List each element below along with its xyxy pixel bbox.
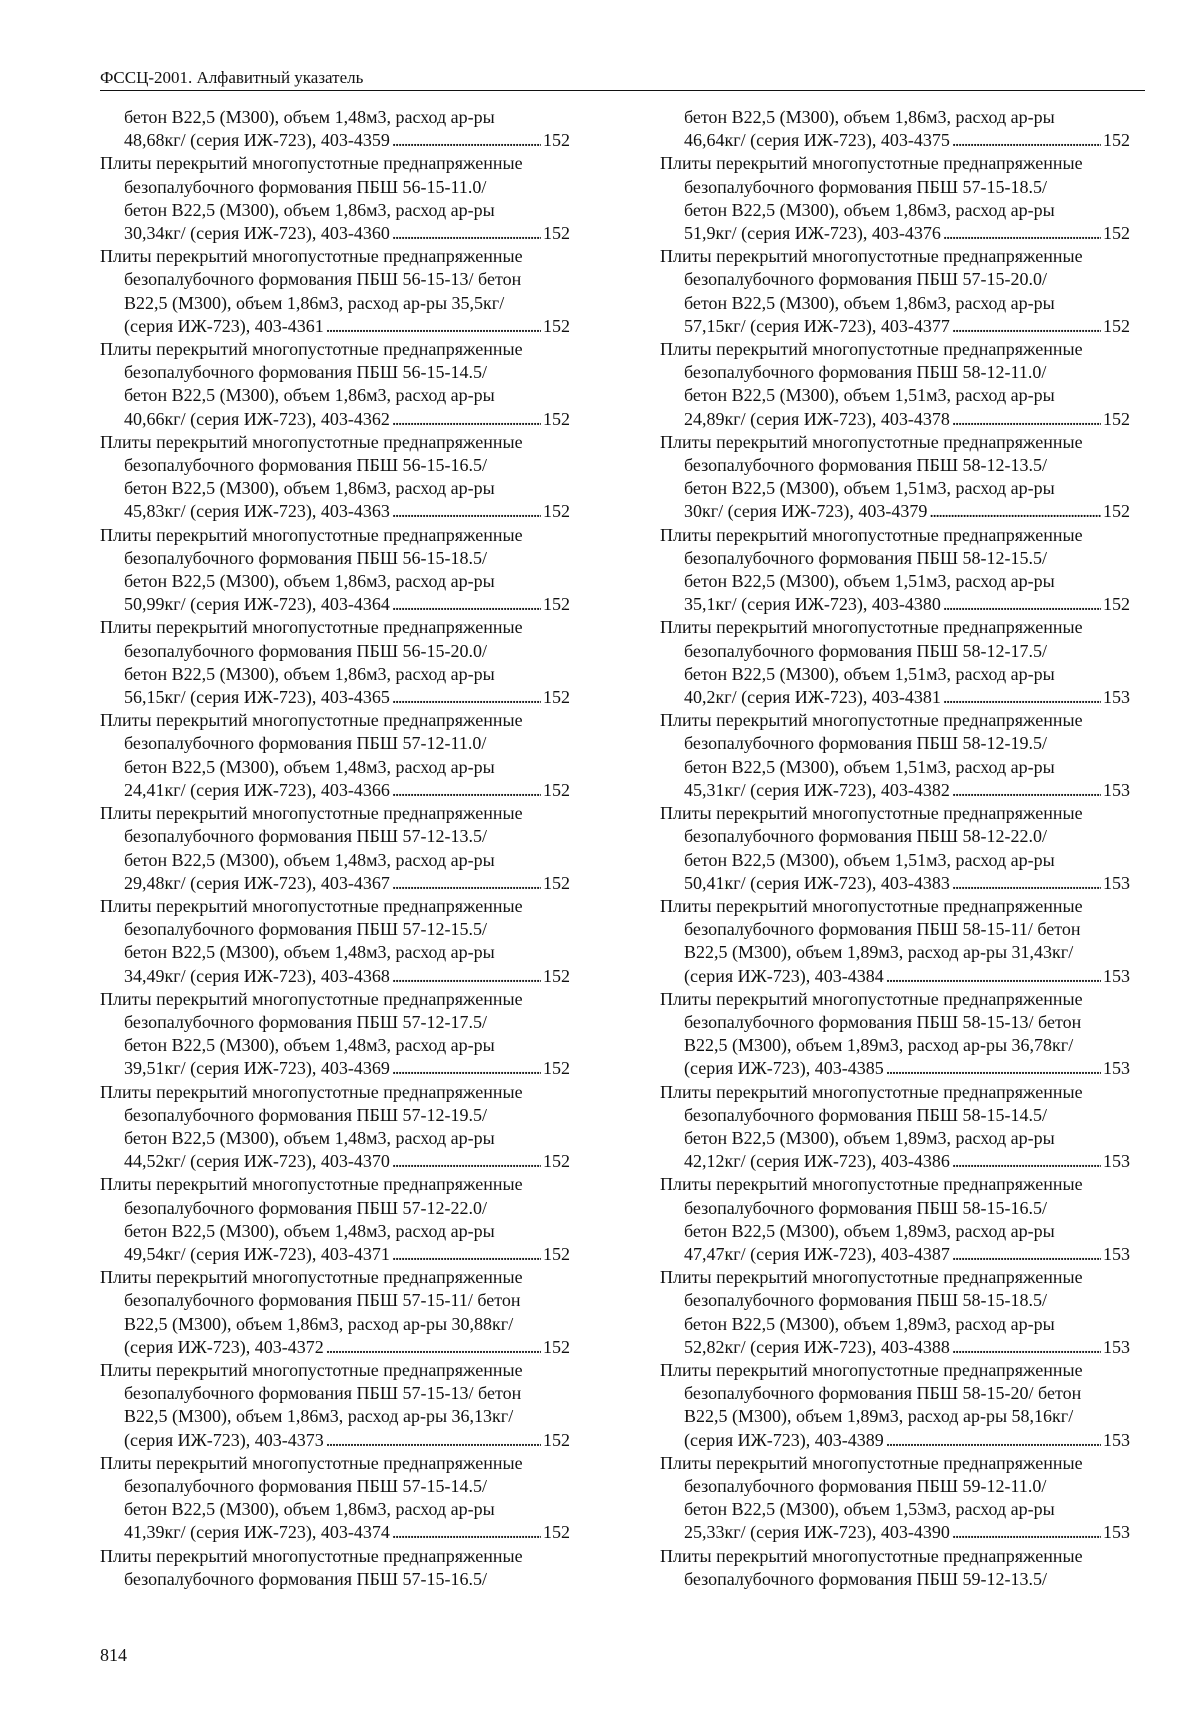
entry-line — [100, 500, 570, 523]
index-entry — [660, 616, 1130, 709]
entry-line — [660, 315, 1130, 338]
entry-line — [660, 1150, 1130, 1173]
dot-leader — [392, 1057, 541, 1080]
entry-line: безопалубочного формования ПБШ 57-12-13.5/ — [124, 826, 488, 847]
index-column-left — [100, 106, 570, 1591]
entry-line: безопалубочного формования ПБШ 58-15-14.5/ — [684, 1104, 1048, 1125]
entry-page-ref: 152 — [543, 1243, 570, 1264]
entry-line — [660, 500, 1130, 523]
index-column-right — [660, 106, 1130, 1591]
index-entry — [660, 1545, 1130, 1591]
entry-line: безопалубочного формования ПБШ 56-15-20.0/ — [124, 640, 488, 661]
entry-page-ref: 153 — [1103, 1243, 1130, 1264]
entry-line-text: 40,2кг/ (серия ИЖ-723), 403-4381 — [684, 687, 941, 708]
entry-page-ref: 153 — [1103, 1429, 1130, 1450]
entry-line: Плиты перекрытий многопустотные преднапряженные — [100, 524, 523, 545]
entry-line: Плиты перекрытий многопустотные преднапряженные — [100, 1174, 523, 1195]
entry-line: безопалубочного формования ПБШ 58-12-17.5/ — [684, 640, 1048, 661]
index-entry — [100, 1266, 570, 1359]
index-entry — [100, 616, 570, 709]
entry-line — [100, 1057, 570, 1080]
entry-line-text: (серия ИЖ-723), 403-4373 — [124, 1429, 324, 1450]
entry-line: Плиты перекрытий многопустотные преднапряженные — [100, 1267, 523, 1288]
index-entry — [660, 1359, 1130, 1452]
entry-line: безопалубочного формования ПБШ 58-15-11/ бетон — [684, 919, 1081, 940]
entry-line: бетон В22,5 (М300), объем 1,86м3, расход ар-ры — [684, 292, 1055, 313]
entry-line — [660, 872, 1130, 895]
entry-line: безопалубочного формования ПБШ 58-15-13/ бетон — [684, 1011, 1082, 1032]
entry-page-ref: 152 — [543, 965, 570, 986]
entry-line: Плиты перекрытий многопустотные преднапряженные — [660, 803, 1083, 824]
header-title: ФССЦ-2001. Алфавитный указатель — [100, 68, 364, 87]
dot-leader — [392, 1243, 541, 1266]
index-entry — [100, 1545, 570, 1591]
entry-line-text: 48,68кг/ (серия ИЖ-723), 403-4359 — [124, 130, 390, 151]
entry-line: В22,5 (М300), объем 1,86м3, расход ар-ры 35,5кг/ — [124, 292, 505, 313]
entry-page-ref: 153 — [1103, 1336, 1130, 1357]
entry-page-ref: 152 — [543, 408, 570, 429]
entry-line-text: 47,47кг/ (серия ИЖ-723), 403-4387 — [684, 1243, 950, 1264]
entry-line: безопалубочного формования ПБШ 58-15-18.5/ — [684, 1290, 1048, 1311]
dot-leader — [952, 1521, 1101, 1544]
dot-leader — [952, 1150, 1101, 1173]
dot-leader — [952, 1243, 1101, 1266]
entry-line-text: 44,52кг/ (серия ИЖ-723), 403-4370 — [124, 1151, 390, 1172]
entry-line — [100, 1243, 570, 1266]
entry-line: безопалубочного формования ПБШ 57-12-11.0/ — [124, 733, 487, 754]
entry-line: Плиты перекрытий многопустотные преднапряженные — [100, 153, 523, 174]
entry-line-text: 30,34кг/ (серия ИЖ-723), 403-4360 — [124, 223, 390, 244]
dot-leader — [326, 1429, 541, 1452]
index-entry — [100, 802, 570, 895]
entry-line — [660, 222, 1130, 245]
dot-leader — [392, 129, 541, 152]
dot-leader — [952, 1336, 1101, 1359]
entry-line: Плиты перекрытий многопустотные преднапряженные — [660, 246, 1083, 267]
dot-leader — [886, 1057, 1101, 1080]
entry-page-ref: 152 — [543, 1429, 570, 1450]
entry-line-text: 29,48кг/ (серия ИЖ-723), 403-4367 — [124, 872, 390, 893]
entry-line: безопалубочного формования ПБШ 56-15-14.5/ — [124, 362, 488, 383]
entry-line-text: 51,9кг/ (серия ИЖ-723), 403-4376 — [684, 223, 941, 244]
dot-leader — [392, 686, 541, 709]
index-entry — [660, 802, 1130, 895]
entry-page-ref: 152 — [1103, 223, 1130, 244]
entry-line: Плиты перекрытий многопустотные преднапряженные — [100, 1452, 523, 1473]
index-entry — [660, 1452, 1130, 1545]
entry-line — [100, 593, 570, 616]
entry-line: безопалубочного формования ПБШ 57-12-22.0/ — [124, 1197, 488, 1218]
index-entry — [660, 245, 1130, 338]
entry-line: бетон В22,5 (М300), объем 1,51м3, расход ар-ры — [684, 571, 1055, 592]
index-entry — [660, 988, 1130, 1081]
index-entry — [100, 106, 570, 152]
entry-page-ref: 153 — [1103, 687, 1130, 708]
dot-leader — [392, 965, 541, 988]
entry-page-ref: 152 — [543, 501, 570, 522]
entry-line: безопалубочного формования ПБШ 59-12-11.0/ — [684, 1475, 1047, 1496]
entry-page-ref: 153 — [1103, 1058, 1130, 1079]
entry-line: безопалубочного формования ПБШ 56-15-16.5/ — [124, 455, 488, 476]
entry-line: бетон В22,5 (М300), объем 1,86м3, расход ар-ры — [124, 571, 495, 592]
index-entry — [100, 895, 570, 988]
entry-page-ref: 152 — [543, 1151, 570, 1172]
index-entry — [100, 988, 570, 1081]
entry-line: Плиты перекрытий многопустотные преднапряженные — [100, 895, 523, 916]
dot-leader — [952, 872, 1101, 895]
entry-line: Плиты перекрытий многопустотные преднапряженные — [660, 339, 1083, 360]
entry-line: бетон В22,5 (М300), объем 1,86м3, расход ар-ры — [124, 385, 495, 406]
entry-line: бетон В22,5 (М300), объем 1,86м3, расход ар-ры — [124, 478, 495, 499]
entry-page-ref: 152 — [543, 1522, 570, 1543]
dot-leader — [392, 593, 541, 616]
index-entry — [100, 1452, 570, 1545]
entry-line: Плиты перекрытий многопустотные преднапряженные — [100, 617, 523, 638]
entry-line — [660, 1057, 1130, 1080]
entry-page-ref: 152 — [543, 1336, 570, 1357]
entry-line-text: 34,49кг/ (серия ИЖ-723), 403-4368 — [124, 965, 390, 986]
entry-line-text: 52,82кг/ (серия ИЖ-723), 403-4388 — [684, 1336, 950, 1357]
entry-line-text: 50,99кг/ (серия ИЖ-723), 403-4364 — [124, 594, 390, 615]
index-entry — [660, 106, 1130, 152]
entry-line: безопалубочного формования ПБШ 57-12-19.5/ — [124, 1104, 488, 1125]
entry-line: безопалубочного формования ПБШ 56-15-11.0/ — [124, 176, 487, 197]
entry-line: Плиты перекрытий многопустотные преднапряженные — [100, 339, 523, 360]
entry-line: Плиты перекрытий многопустотные преднапряженные — [660, 988, 1083, 1009]
entry-page-ref: 152 — [543, 223, 570, 244]
entry-line: безопалубочного формования ПБШ 58-15-16.5/ — [684, 1197, 1048, 1218]
entry-line: В22,5 (М300), объем 1,86м3, расход ар-ры 36,13кг/ — [124, 1406, 514, 1427]
dot-leader — [886, 965, 1101, 988]
entry-line: бетон В22,5 (М300), объем 1,48м3, расход ар-ры — [124, 1220, 495, 1241]
entry-line: бетон В22,5 (М300), объем 1,51м3, расход ар-ры — [684, 478, 1055, 499]
entry-line-text: 30кг/ (серия ИЖ-723), 403-4379 — [684, 501, 928, 522]
entry-line-text: 42,12кг/ (серия ИЖ-723), 403-4386 — [684, 1151, 950, 1172]
entry-line-text: 56,15кг/ (серия ИЖ-723), 403-4365 — [124, 687, 390, 708]
entry-line: Плиты перекрытий многопустотные преднапряженные — [660, 431, 1083, 452]
entry-line — [660, 129, 1130, 152]
dot-leader — [952, 779, 1101, 802]
entry-line: бетон В22,5 (М300), объем 1,86м3, расход ар-ры — [124, 663, 495, 684]
entry-page-ref: 152 — [543, 1058, 570, 1079]
dot-leader — [929, 500, 1101, 523]
entry-line: В22,5 (М300), объем 1,89м3, расход ар-ры 58,16кг/ — [684, 1406, 1074, 1427]
entry-line: безопалубочного формования ПБШ 57-15-11/ бетон — [124, 1290, 521, 1311]
index-entry — [660, 152, 1130, 245]
dot-leader — [326, 1336, 541, 1359]
entry-line: Плиты перекрытий многопустотные преднапряженные — [660, 617, 1083, 638]
entry-line: безопалубочного формования ПБШ 57-15-13/ бетон — [124, 1383, 522, 1404]
dot-leader — [392, 1150, 541, 1173]
entry-line-text: 40,66кг/ (серия ИЖ-723), 403-4362 — [124, 408, 390, 429]
entry-page-ref: 152 — [543, 872, 570, 893]
entry-line-text: 49,54кг/ (серия ИЖ-723), 403-4371 — [124, 1243, 390, 1264]
entry-line: бетон В22,5 (М300), объем 1,48м3, расход ар-ры — [124, 1127, 495, 1148]
index-entry — [660, 431, 1130, 524]
entry-page-ref: 153 — [1103, 779, 1130, 800]
entry-line: бетон В22,5 (М300), объем 1,51м3, расход ар-ры — [684, 385, 1055, 406]
entry-line: бетон В22,5 (М300), объем 1,51м3, расход ар-ры — [684, 849, 1055, 870]
entry-line-text: 45,31кг/ (серия ИЖ-723), 403-4382 — [684, 779, 950, 800]
index-entry — [100, 524, 570, 617]
entry-line: безопалубочного формования ПБШ 58-12-19.5/ — [684, 733, 1048, 754]
entry-line — [100, 965, 570, 988]
entry-line: бетон В22,5 (М300), объем 1,86м3, расход ар-ры — [124, 199, 495, 220]
entry-line: бетон В22,5 (М300), объем 1,51м3, расход ар-ры — [684, 756, 1055, 777]
entry-line: Плиты перекрытий многопустотные преднапряженные — [660, 153, 1083, 174]
entry-line-text: 57,15кг/ (серия ИЖ-723), 403-4377 — [684, 315, 950, 336]
entry-line: безопалубочного формования ПБШ 58-12-15.5/ — [684, 547, 1048, 568]
entry-line: бетон В22,5 (М300), объем 1,48м3, расход ар-ры — [124, 1035, 495, 1056]
dot-leader — [326, 315, 541, 338]
dot-leader — [392, 872, 541, 895]
entry-line: Плиты перекрытий многопустотные преднапряженные — [660, 710, 1083, 731]
index-entry — [660, 1081, 1130, 1174]
dot-leader — [392, 222, 541, 245]
entry-line — [100, 779, 570, 802]
index-entry — [660, 338, 1130, 431]
running-header — [100, 68, 1145, 91]
entry-page-ref: 152 — [1103, 315, 1130, 336]
entry-line — [100, 129, 570, 152]
dot-leader — [943, 222, 1101, 245]
entry-line — [660, 779, 1130, 802]
dot-leader — [886, 1429, 1101, 1452]
entry-line-text: (серия ИЖ-723), 403-4372 — [124, 1336, 324, 1357]
index-entry — [100, 1081, 570, 1174]
entry-line-text: (серия ИЖ-723), 403-4384 — [684, 965, 884, 986]
entry-line: безопалубочного формования ПБШ 58-12-11.0/ — [684, 362, 1047, 383]
entry-page-ref: 153 — [1103, 965, 1130, 986]
dot-leader — [392, 1521, 541, 1544]
entry-page-ref: 152 — [543, 130, 570, 151]
entry-line: Плиты перекрытий многопустотные преднапряженные — [660, 1081, 1083, 1102]
entry-line — [100, 1336, 570, 1359]
dot-leader — [952, 315, 1101, 338]
entry-line-text: 50,41кг/ (серия ИЖ-723), 403-4383 — [684, 872, 950, 893]
entry-line — [100, 408, 570, 431]
entry-line: Плиты перекрытий многопустотные преднапряженные — [660, 1174, 1083, 1195]
entry-line-text: 45,83кг/ (серия ИЖ-723), 403-4363 — [124, 501, 390, 522]
entry-line: В22,5 (М300), объем 1,86м3, расход ар-ры 30,88кг/ — [124, 1313, 514, 1334]
entry-line: Плиты перекрытий многопустотные преднапряженные — [100, 1545, 523, 1566]
index-entry — [660, 1173, 1130, 1266]
entry-line: Плиты перекрытий многопустотные преднапряженные — [660, 524, 1083, 545]
entry-page-ref: 153 — [1103, 1151, 1130, 1172]
entry-line: В22,5 (М300), объем 1,89м3, расход ар-ры 36,78кг/ — [684, 1035, 1074, 1056]
entry-line — [100, 315, 570, 338]
page-number: 814 — [100, 1645, 127, 1665]
entry-line: Плиты перекрытий многопустотные преднапряженные — [100, 988, 523, 1009]
dot-leader — [952, 129, 1101, 152]
entry-line: безопалубочного формования ПБШ 59-12-13.5/ — [684, 1568, 1048, 1589]
dot-leader — [943, 686, 1101, 709]
index-entry — [100, 431, 570, 524]
entry-line: Плиты перекрытий многопустотные преднапряженные — [100, 1081, 523, 1102]
entry-page-ref: 152 — [543, 779, 570, 800]
index-entry — [660, 895, 1130, 988]
entry-line-text: (серия ИЖ-723), 403-4361 — [124, 315, 324, 336]
entry-line — [660, 593, 1130, 616]
entry-line — [100, 222, 570, 245]
entry-line — [100, 686, 570, 709]
entry-line-text: (серия ИЖ-723), 403-4389 — [684, 1429, 884, 1450]
entry-line: Плиты перекрытий многопустотные преднапряженные — [100, 431, 523, 452]
entry-line: безопалубочного формования ПБШ 58-15-20/ бетон — [684, 1383, 1082, 1404]
entry-line: безопалубочного формования ПБШ 57-15-20.0/ — [684, 269, 1048, 290]
index-entry — [660, 1266, 1130, 1359]
entry-line: безопалубочного формования ПБШ 57-15-16.5/ — [124, 1568, 488, 1589]
entry-line: Плиты перекрытий многопустотные преднапряженные — [660, 1359, 1083, 1380]
entry-line — [100, 1429, 570, 1452]
entry-line: Плиты перекрытий многопустотные преднапряженные — [660, 1545, 1083, 1566]
entry-line: безопалубочного формования ПБШ 57-15-14.5/ — [124, 1475, 488, 1496]
entry-line-text: 24,41кг/ (серия ИЖ-723), 403-4366 — [124, 779, 390, 800]
entry-line: бетон В22,5 (М300), объем 1,48м3, расход ар-ры — [124, 942, 495, 963]
entry-line: бетон В22,5 (М300), объем 1,89м3, расход ар-ры — [684, 1127, 1055, 1148]
index-entry — [100, 1173, 570, 1266]
entry-page-ref: 152 — [543, 315, 570, 336]
entry-line: Плиты перекрытий многопустотные преднапряженные — [660, 1267, 1083, 1288]
entry-line — [100, 872, 570, 895]
index-entry — [100, 152, 570, 245]
entry-line-text: 46,64кг/ (серия ИЖ-723), 403-4375 — [684, 130, 950, 151]
entry-line — [660, 1336, 1130, 1359]
dot-leader — [392, 779, 541, 802]
index-entry — [660, 709, 1130, 802]
entry-line — [100, 1150, 570, 1173]
entry-line: Плиты перекрытий многопустотные преднапряженные — [100, 710, 523, 731]
entry-line: безопалубочного формования ПБШ 57-12-15.5/ — [124, 919, 488, 940]
index-entry — [100, 338, 570, 431]
entry-line: бетон В22,5 (М300), объем 1,53м3, расход ар-ры — [684, 1499, 1055, 1520]
dot-leader — [952, 408, 1101, 431]
entry-line: Плиты перекрытий многопустотные преднапряженные — [100, 246, 523, 267]
entry-page-ref: 152 — [1103, 594, 1130, 615]
entry-line: безопалубочного формования ПБШ 57-15-18.5/ — [684, 176, 1048, 197]
entry-line: Плиты перекрытий многопустотные преднапряженные — [100, 803, 523, 824]
entry-line-text: 39,51кг/ (серия ИЖ-723), 403-4369 — [124, 1058, 390, 1079]
entry-line-text: 24,89кг/ (серия ИЖ-723), 403-4378 — [684, 408, 950, 429]
entry-page-ref: 153 — [1103, 1522, 1130, 1543]
entry-line: безопалубочного формования ПБШ 56-15-13/ бетон — [124, 269, 522, 290]
entry-line: В22,5 (М300), объем 1,89м3, расход ар-ры 31,43кг/ — [684, 942, 1074, 963]
entry-page-ref: 152 — [1103, 408, 1130, 429]
entry-page-ref: 153 — [1103, 872, 1130, 893]
entry-line: бетон В22,5 (М300), объем 1,89м3, расход ар-ры — [684, 1313, 1055, 1334]
dot-leader — [943, 593, 1101, 616]
entry-line — [660, 686, 1130, 709]
entry-line-text: 35,1кг/ (серия ИЖ-723), 403-4380 — [684, 594, 941, 615]
entry-line-text: 41,39кг/ (серия ИЖ-723), 403-4374 — [124, 1522, 390, 1543]
entry-line — [660, 965, 1130, 988]
entry-page-ref: 152 — [1103, 501, 1130, 522]
entry-line: бетон В22,5 (М300), объем 1,48м3, расход ар-ры — [124, 756, 495, 777]
entry-line: бетон В22,5 (М300), объем 1,86м3, расход ар-ры — [684, 107, 1055, 127]
entry-line: Плиты перекрытий многопустотные преднапряженные — [100, 1359, 523, 1380]
entry-line — [660, 1243, 1130, 1266]
entry-line: бетон В22,5 (М300), объем 1,89м3, расход ар-ры — [684, 1220, 1055, 1241]
entry-line — [660, 408, 1130, 431]
entry-line: безопалубочного формования ПБШ 58-12-22.0/ — [684, 826, 1048, 847]
entry-line: бетон В22,5 (М300), объем 1,86м3, расход ар-ры — [124, 1499, 495, 1520]
entry-line: бетон В22,5 (М300), объем 1,86м3, расход ар-ры — [684, 199, 1055, 220]
entry-line: безопалубочного формования ПБШ 56-15-18.5/ — [124, 547, 488, 568]
entry-line: Плиты перекрытий многопустотные преднапряженные — [660, 895, 1083, 916]
index-entry — [100, 709, 570, 802]
entry-page-ref: 152 — [543, 687, 570, 708]
dot-leader — [392, 408, 541, 431]
entry-line-text: (серия ИЖ-723), 403-4385 — [684, 1058, 884, 1079]
entry-line: безопалубочного формования ПБШ 58-12-13.5/ — [684, 455, 1048, 476]
entry-line: безопалубочного формования ПБШ 57-12-17.5/ — [124, 1011, 488, 1032]
entry-line-text: 25,33кг/ (серия ИЖ-723), 403-4390 — [684, 1522, 950, 1543]
entry-line — [660, 1521, 1130, 1544]
entry-line — [100, 1521, 570, 1544]
entry-line: бетон В22,5 (М300), объем 1,48м3, расход ар-ры — [124, 849, 495, 870]
entry-line: бетон В22,5 (М300), объем 1,48м3, расход ар-ры — [124, 107, 495, 127]
entry-page-ref: 152 — [543, 594, 570, 615]
entry-line: бетон В22,5 (М300), объем 1,51м3, расход ар-ры — [684, 663, 1055, 684]
entry-line: Плиты перекрытий многопустотные преднапряженные — [660, 1452, 1083, 1473]
entry-line — [660, 1429, 1130, 1452]
dot-leader — [392, 500, 541, 523]
index-entry — [660, 524, 1130, 617]
index-entry — [100, 245, 570, 338]
index-entry — [100, 1359, 570, 1452]
entry-page-ref: 152 — [1103, 130, 1130, 151]
